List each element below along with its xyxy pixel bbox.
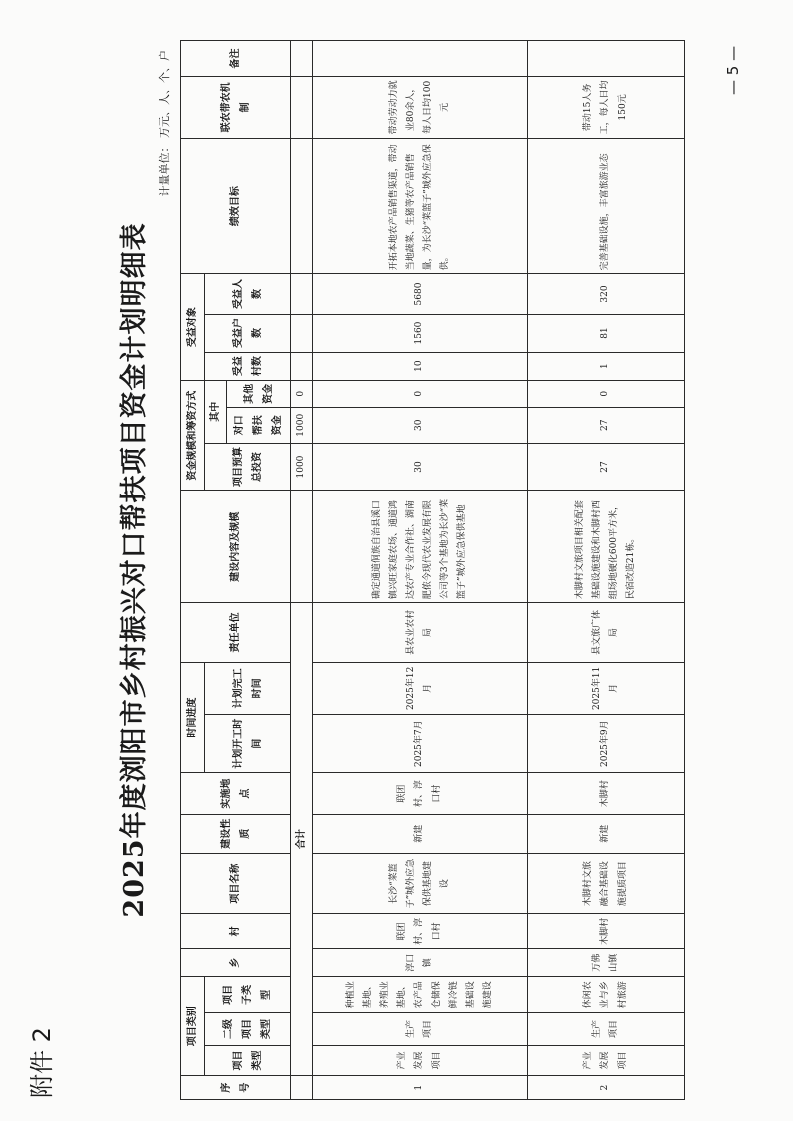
header-village: 村 [181, 914, 291, 949]
row-benef-households: 1560 [313, 314, 528, 352]
header-town: 乡 [181, 949, 291, 977]
row-cat-level2: 生产项目 [528, 1013, 685, 1046]
rotated-sheet [108, 40, 688, 1100]
row-village: 木脚村 [528, 914, 685, 949]
table-row [528, 41, 685, 1100]
header-build-nature: 建设性质 [181, 814, 291, 853]
row-benef-villages: 1 [528, 352, 685, 380]
row-other-fund: 0 [313, 380, 528, 407]
row-town: 万佛山镇 [528, 949, 685, 977]
row-pairing-fund: 30 [313, 407, 528, 443]
row-responsible: 县文旅广体局 [528, 603, 685, 663]
attachment-label: 附件 2 [28, 1027, 56, 1098]
row-mechanism: 带动劳动力就业80余人，每人日均100元 [313, 76, 528, 138]
row-benef-people: 5680 [313, 274, 528, 314]
row-remark [528, 41, 685, 77]
header-benef-people: 受益人数 [205, 274, 291, 314]
header-cat-level2: 二级项目类型 [205, 1013, 291, 1046]
row-perf-goal: 完善基础设施，丰富旅游业态 [528, 138, 685, 274]
row-remark [313, 41, 528, 77]
row-location: 木脚村 [528, 773, 685, 814]
header-location: 实施地点 [181, 773, 291, 814]
header-benef-households: 受益户数 [205, 314, 291, 352]
unit-note: 计量单位： 万元、人、个、户 [158, 50, 171, 197]
row-pairing-fund: 27 [528, 407, 685, 443]
header-pairing-fund: 对口帮扶资金 [227, 407, 291, 443]
row-benef-households: 81 [528, 314, 685, 352]
header-seq: 序号 [181, 1076, 291, 1100]
header-benef-villages: 受益村数 [205, 352, 291, 380]
row-mechanism: 带动15人务工，每人日均150元 [528, 76, 685, 138]
row-cat-level2: 生产项目 [313, 1013, 528, 1046]
total-seq [291, 1076, 313, 1100]
page-title: 2025年度浏阳市乡村振兴对口帮扶项目资金计划明细表 [119, 222, 150, 918]
row-content: 确定通道侗族自治县溪口镇兴旺家庭农场、通道鸿达农产专业合作社、湖南肥侬今现代农业发展有限公司等3个基地为长沙“菜篮子”城外应急保供基地 [313, 491, 528, 603]
row-total-invest: 30 [313, 443, 528, 491]
row-end-time: 2025年11月 [528, 662, 685, 714]
header-remark: 备注 [181, 41, 291, 77]
total-pairing-fund: 1000 [291, 407, 313, 443]
row-cat-sub: 种植业基地、养殖业基地、农产品仓储保鲜冷链基础设施建设 [313, 977, 528, 1013]
row-seq: 2 [528, 1076, 685, 1100]
header-start-time: 计划开工时间 [205, 714, 291, 773]
header-cat-type: 项目类型 [205, 1045, 291, 1075]
row-total-invest: 27 [528, 443, 685, 491]
total-perf-goal [291, 138, 313, 274]
total-invest: 1000 [291, 443, 313, 491]
header-mechanism: 联农带农机制 [181, 76, 291, 138]
row-content: 木脚村文旅项目相关配套基础设施建设和木脚村西组场地硬化600平方米，民宿改造21栋。 [528, 491, 685, 603]
row-build-nature: 新建 [528, 814, 685, 853]
header-other-fund: 其他资金 [227, 380, 291, 407]
row-build-nature: 新建 [313, 814, 528, 853]
row-cat-type: 产业发展项目 [528, 1045, 685, 1075]
row-cat-type: 产业发展项目 [313, 1045, 528, 1075]
total-row [291, 41, 313, 1100]
row-project-name: 长沙“菜篮子”城外应急保供基地建设 [313, 853, 528, 914]
total-benef-households [291, 314, 313, 352]
row-benef-people: 320 [528, 274, 685, 314]
total-mechanism [291, 76, 313, 138]
row-perf-goal: 开拓本地农产品销售渠道，带动当地蔬菜、生猪等农产品销售量，为长沙“菜篮子”城外应急保供。 [313, 138, 528, 274]
header-funding: 资金规模和筹资方式 [181, 380, 205, 491]
header-perf-goal: 绩效目标 [181, 138, 291, 274]
header-of-which: 其中 [205, 380, 227, 443]
table-row [313, 41, 528, 1100]
header-project-name: 项目名称 [181, 853, 291, 914]
row-start-time: 2025年9月 [528, 714, 685, 773]
row-cat-sub: 休闲农业与乡村旅游 [528, 977, 685, 1013]
row-other-fund: 0 [528, 380, 685, 407]
header-responsible: 责任单位 [181, 603, 291, 663]
row-village: 联团村、淳口村 [313, 914, 528, 949]
header-total-invest: 项目预算总投资 [205, 443, 291, 491]
total-label: 合计 [291, 603, 313, 1076]
header-beneficiaries: 受益对象 [181, 274, 205, 380]
header-category: 项目类别 [181, 977, 205, 1076]
row-project-name: 木脚村文旅融合基础设施提质项目 [528, 853, 685, 914]
row-start-time: 2025年7月 [313, 714, 528, 773]
total-remark [291, 41, 313, 77]
page-number: — 5 — [724, 45, 742, 95]
row-responsible: 县农业农村局 [313, 603, 528, 663]
header-cat-sub: 项目子类型 [205, 977, 291, 1013]
total-benef-people [291, 274, 313, 314]
total-content [291, 491, 313, 603]
row-end-time: 2025年12月 [313, 662, 528, 714]
row-benef-villages: 10 [313, 352, 528, 380]
header-content: 建设内容及规模 [181, 491, 291, 603]
fund-plan-table [180, 40, 685, 1100]
row-location: 联团村、淳口村 [313, 773, 528, 814]
row-seq: 1 [313, 1076, 528, 1100]
header-end-time: 计划完工时间 [205, 662, 291, 714]
total-benef-villages [291, 352, 313, 380]
header-schedule: 时间进度 [181, 662, 205, 773]
total-other-fund: 0 [291, 380, 313, 407]
row-town: 淳口镇 [313, 949, 528, 977]
